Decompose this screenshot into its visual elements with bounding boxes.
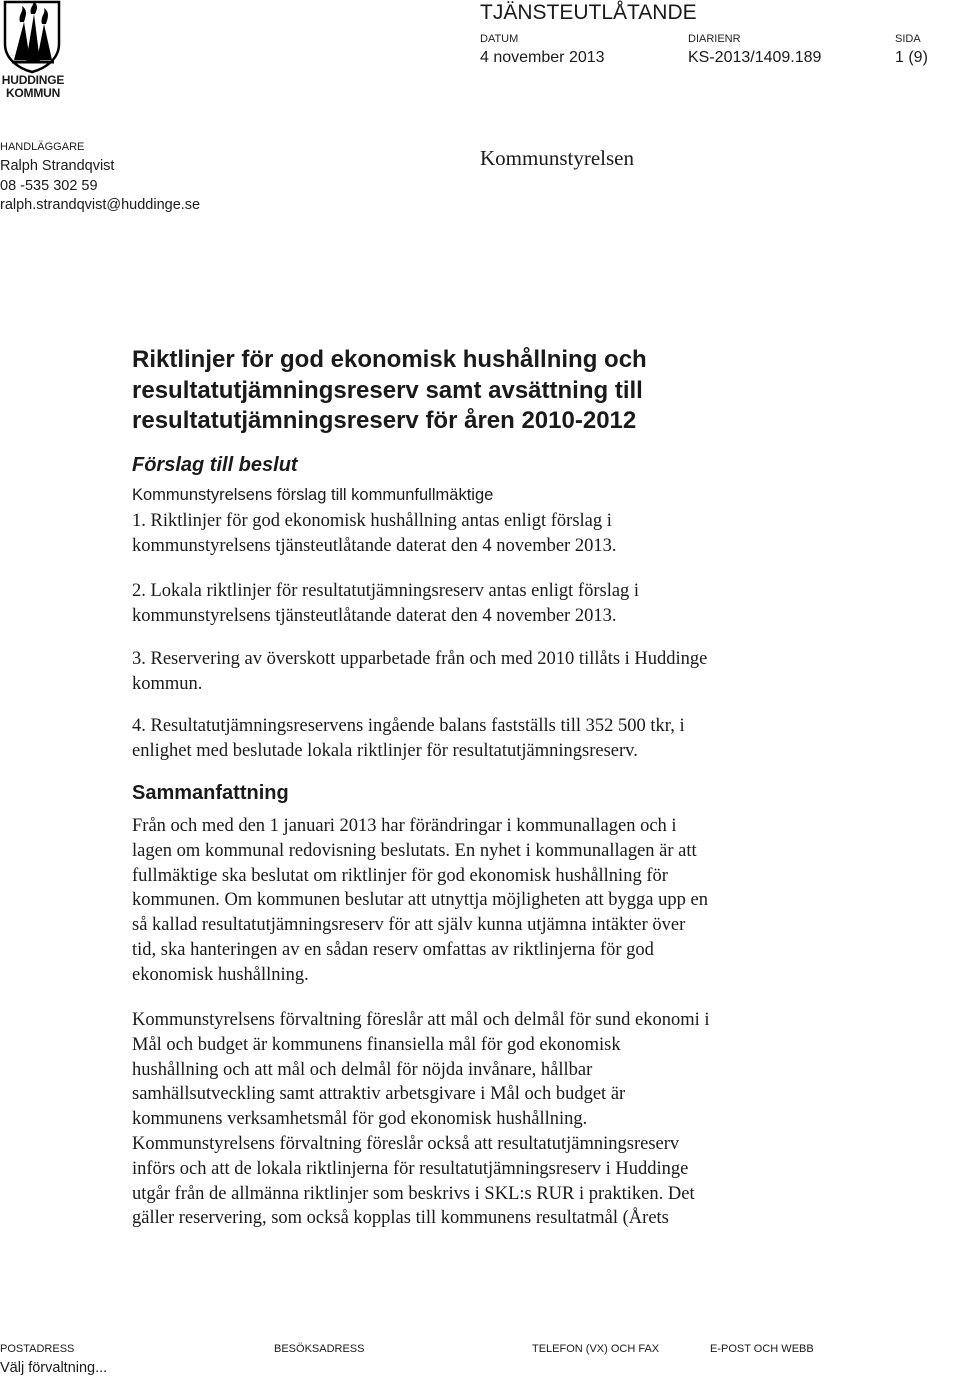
summary-heading: Sammanfattning: [132, 782, 289, 804]
page-label: SIDA: [895, 33, 921, 45]
decision-item-1: 1. Riktlinjer för god ekonomisk hushållning antas enligt förslag i kommunstyrelsens tjänsteutlåtande daterat den 4 november 2013.: [132, 511, 617, 556]
phone-fax-label: TELEFON (VX) OCH FAX: [532, 1343, 660, 1355]
visiting-address-label: BESÖKSADRESS: [274, 1343, 365, 1355]
decision-item-3: 3. Reservering av överskott upparbetade från och med 2010 tillåts i Huddinge kommun.: [132, 649, 708, 694]
email-web-label: E-POST OCH WEBB: [710, 1343, 814, 1355]
decision-item-4: 4. Resultatutjämningsreservens ingående balans fastställs till 352 500 tkr, i enlighet med beslutade lokala riktlinjer för resultatutjämningsreserv.: [132, 716, 685, 761]
department-selector[interactable]: Välj förvaltning...: [0, 1360, 108, 1376]
reference-label: DIARIENR: [688, 33, 741, 45]
document-type: TJÄNSTEUTLÅTANDE: [480, 1, 697, 24]
handler-email: ralph.strandqvist@huddinge.se: [0, 197, 201, 213]
recipient: Kommunstyrelsen: [480, 146, 634, 170]
summary-paragraph-2: Kommunstyrelsens förvaltning föreslår att mål och delmål för sund ekonomi i Mål och budget är kommunens finansiella mål för god ekonomisk hushållning och att mål och delmål för nöjda invånare, hållbar samhällsutveckling samt attraktiv arbetsgivare i Mål och budget är kommunens verksamhetsmål för god ekonomisk hushållning. Kommunstyrelsens förvaltning föreslår också att resultatutjämningsreserv införs och att de lokala riktlinjerna för resultatutjämningsreserv i Huddinge utgår från de allmänna riktlinjer som beskrivs i SKL:s RUR i praktiken. Det gäller reservering, som också kopplas till kommunens resultatmål (Årets: [132, 1010, 710, 1229]
document-title: Riktlinjer för god ekonomisk hushållning och resultatutjämningsreserv samt avsättning till resultatutjämningsreserv för åren 2010-2012: [132, 346, 647, 434]
logo-text: HUDDINGE KOMMUN: [1, 73, 65, 100]
decision-item-2: 2. Lokala riktlinjer för resultatutjämningsreserv antas enligt förslag i kommunstyrelsens tjänsteutlåtande daterat den 4 november 2013.: [132, 581, 640, 626]
summary-paragraph-1: Från och med den 1 januari 2013 har förändringar i kommunallagen och i lagen om kommunal redovisning beslutats. En nyhet i kommunallagen är att fullmäktige ska beslutat om riktlinjer för god ekonomisk hushållning för kommunen. Om kommunen beslutar att utnyttja möjligheten att bygga upp en så kallad resultatutjämningsreserv för att själv kunna utjämna intäkter över tid, ska hanteringen av en sådan reserv omfattas av riktlinjerna för god ekonomisk hushållning.: [132, 816, 708, 985]
proposal-intro: Kommunstyrelsens förslag till kommunfullmäktige: [132, 486, 494, 504]
reference-number: KS-2013/1409.189: [688, 49, 822, 66]
date-label: DATUM: [480, 33, 519, 45]
proposal-heading: Förslag till beslut: [132, 454, 298, 476]
coat-of-arms-icon: [0, 0, 66, 74]
page-number: 1 (9): [895, 49, 928, 66]
handler-phone: 08 -535 302 59: [0, 178, 98, 194]
postal-address-label: POSTADRESS: [0, 1343, 75, 1355]
handler-name: Ralph Strandqvist: [0, 158, 115, 174]
document-date: 4 november 2013: [480, 49, 605, 66]
handler-label: HANDLÄGGARE: [0, 141, 85, 153]
